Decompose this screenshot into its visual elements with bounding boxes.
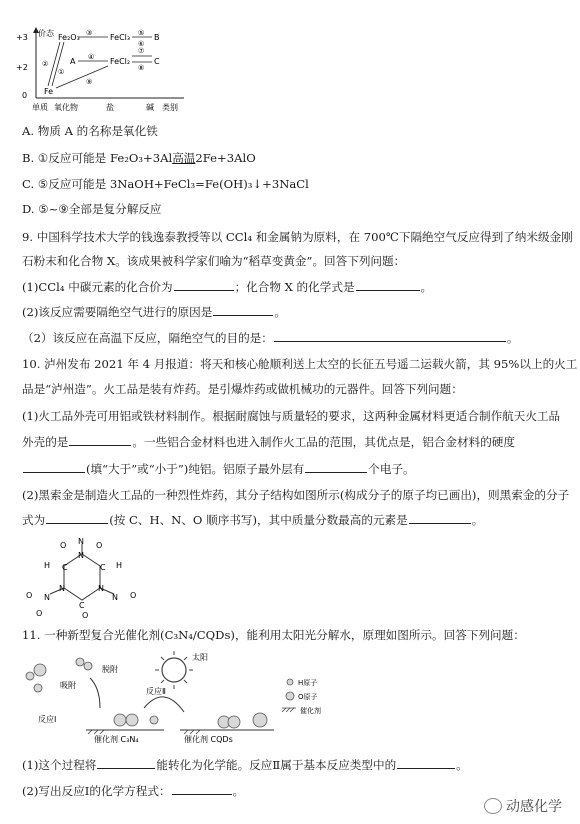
q9-s3-text: （2）该反应在高温下反应，隔绝空气的目的是： [22,331,273,345]
q9-s2-end: 。 [274,305,286,319]
q10-line-4 [22,434,515,450]
q11-s2-end: 。 [232,784,245,798]
answer-blank[interactable] [69,434,131,446]
q9-intro-1: 9. 中国科学技术大学的钱逸泰教授等以 CCl₄ 和金属钠为原料，在 700℃下隔绝空气反应得到了纳米级金刚 [22,230,573,244]
atom-o: O [96,541,103,550]
q9-subq-2 [22,304,286,320]
q10-l5-text: (填“大于”或“小于”)纯铝。铝原子最外层有 [86,462,305,476]
node-b: B [154,33,160,42]
step-3: ③ [86,29,93,37]
q10-l7-end: 。 [471,513,484,527]
answer-blank[interactable] [213,304,273,316]
step-8: ⑧ [138,64,145,72]
sun-label: 太阳 [192,653,208,662]
reaction-2-label: 反应Ⅱ [146,687,166,696]
atom-c: C [100,563,106,572]
q10-line-3: (1)火工品外壳可用铝或铁材料制作。根据耐腐蚀与质量轻的要求，这两种金属材料更适合制作航天火工品 [22,409,561,423]
step-4: ④ [88,53,95,61]
step-1: ① [58,68,65,76]
q10-l5-text2: 个电子。 [368,462,415,476]
step-5: ⑤ [138,29,145,37]
reaction-1-label: 反应Ⅰ [38,715,57,724]
tick-zero: 0 [22,91,28,100]
q10-l7-text2: (按 C、H、N、O 顺序书写)，其中质量分数最高的元素是 [109,513,408,527]
atom-n: N [44,593,50,602]
step-7: ⑦ [138,47,145,55]
q10-l4-text: 外壳的是 [22,435,69,449]
q9-s1-text: (1)CCl₄ 中碳元素的化合价为 [22,280,173,294]
adsorb-label: 吸附 [60,681,76,690]
q10-line-7 [22,512,483,528]
q11-subq-1 [22,757,468,773]
atom-o: O [130,591,137,600]
wechat-icon [484,798,502,814]
node-c: C [154,57,160,66]
atom-o: O [82,611,89,620]
answer-blank[interactable] [172,783,232,795]
atom-o: O [60,541,67,550]
x-tick-base: 碱 [146,103,154,112]
atom-o: O [36,609,43,618]
x-tick-element: 单质 [32,103,48,112]
sun-icon [155,651,193,689]
photocatalysis-diagram [24,648,354,748]
q9-s3-end: 。 [506,331,519,345]
node-fe2o3: Fe₂O₃ [58,33,80,42]
answer-blank[interactable] [305,461,367,473]
q11-s1-end: 。 [456,758,468,772]
step-9: ⑨ [86,78,93,86]
option-b-head: B. ①反应可能是 Fe₂O₃+3Al [22,151,173,165]
q11-line-1: 11. 一种新型复合光催化剂(C₃N₄/CQDs)，能利用太阳光分解水，原理如图所示。回答下列问题： [22,628,525,642]
legend-o-atom: O原子 [298,693,318,701]
tick-plus2: +2 [16,63,28,72]
legend-h-atom: H原子 [298,679,318,687]
atom-c: C [62,563,68,572]
atom-n: N [112,593,118,602]
atom-o: O [26,591,33,600]
legend-catalyst: 催化剂 [300,707,321,715]
atom-n: N [78,538,84,546]
answer-blank[interactable] [174,279,234,291]
atom-n: N [78,551,84,560]
node-a: A [70,57,76,66]
q10-line-2: 品是“泸州造”。火工品是装有炸药。是引爆炸药或做机械功的元器件。回答下列问题： [22,382,463,396]
atom-n: N [59,584,65,593]
y-axis-label: 价态 [38,29,54,38]
q9-s1-text2: ；化合物 X 的化学式是 [234,280,355,294]
catalyst-cqds-label: 催化剂 CQDs [184,735,233,744]
watermark [484,796,562,816]
q9-intro-2: 石粉末和化合物 X。该成果被科学家们喻为“稻草变黄金”。回答下列问题： [22,254,406,268]
answer-blank[interactable] [274,330,506,342]
q9-s1-end: 。 [420,280,433,294]
option-a: A. 物质 A 的名称是氧化铁 [22,124,158,138]
q11-s1-text: (1)这个过程将 [22,758,97,772]
step-6: ⑥ [138,40,145,48]
q11-s1-text2: 能转化为化学能。反应Ⅱ属于基本反应类型中的 [156,758,397,772]
q10-line-6: (2)黑索金是制造火工品的一种烈性炸药，其分子结构如图所示(构成分子的原子均已画出)，则黑索金的分子 [22,488,570,502]
atom-h: H [116,561,123,570]
option-d: D. ⑤~⑨全部是复分解反应 [22,202,162,216]
answer-blank[interactable] [97,757,155,769]
watermark-text: 动感化学 [506,799,562,815]
answer-blank[interactable] [409,512,471,524]
answer-blank[interactable] [46,512,108,524]
answer-blank[interactable] [356,279,420,291]
q10-l7-text: 式为 [22,513,46,527]
option-b [22,150,256,166]
x-tick-oxide: 氧化物 [54,103,78,112]
atom-c: C [79,601,85,610]
q11-s2-text: (2)写出反应Ⅰ的化学方程式： [22,784,171,798]
option-b-condition: 高温 [172,151,196,165]
rdx-molecule-structure [22,538,142,622]
q9-subq-1 [22,279,432,295]
desorb-label: 脱附 [102,665,118,674]
q10-line-1: 10. 泸州发布 2021 年 4 月报道：将天和核心舱顺利送上太空的长征五号遥二运载火箭，其 95%以上的火工 [22,357,578,371]
option-b-tail: 2Fe+3AlO [195,151,256,165]
answer-blank[interactable] [397,757,455,769]
q11-subq-2 [22,783,244,799]
atom-h: H [44,561,51,570]
x-tick-salt: 盐 [106,103,114,112]
node-fecl2: FeCl₂ [110,57,131,66]
iron-valence-diagram [14,26,204,112]
q9-subq-3 [22,330,518,346]
option-c: C. ⑤反应可能是 3NaOH+FeCl₃=Fe(OH)₃↓+3NaCl [22,177,309,191]
step-2: ② [42,60,49,68]
q10-l4-text2: 。一些铝合金材料也进入制作火工品的范围，其优点是，铝合金材料的硬度 [132,435,515,449]
catalyst-c3n4-label: 催化剂 C₃N₄ [94,735,139,744]
x-tick-category: 类别 [162,103,178,112]
node-fecl3: FeCl₃ [110,33,131,42]
tick-plus3: +3 [16,33,28,42]
q9-s2-text: (2)该反应需要隔绝空气进行的原因是 [22,305,213,319]
answer-blank[interactable] [23,461,85,473]
node-fe: Fe [44,87,54,96]
q10-line-5 [22,461,415,477]
atom-n: N [98,584,104,593]
